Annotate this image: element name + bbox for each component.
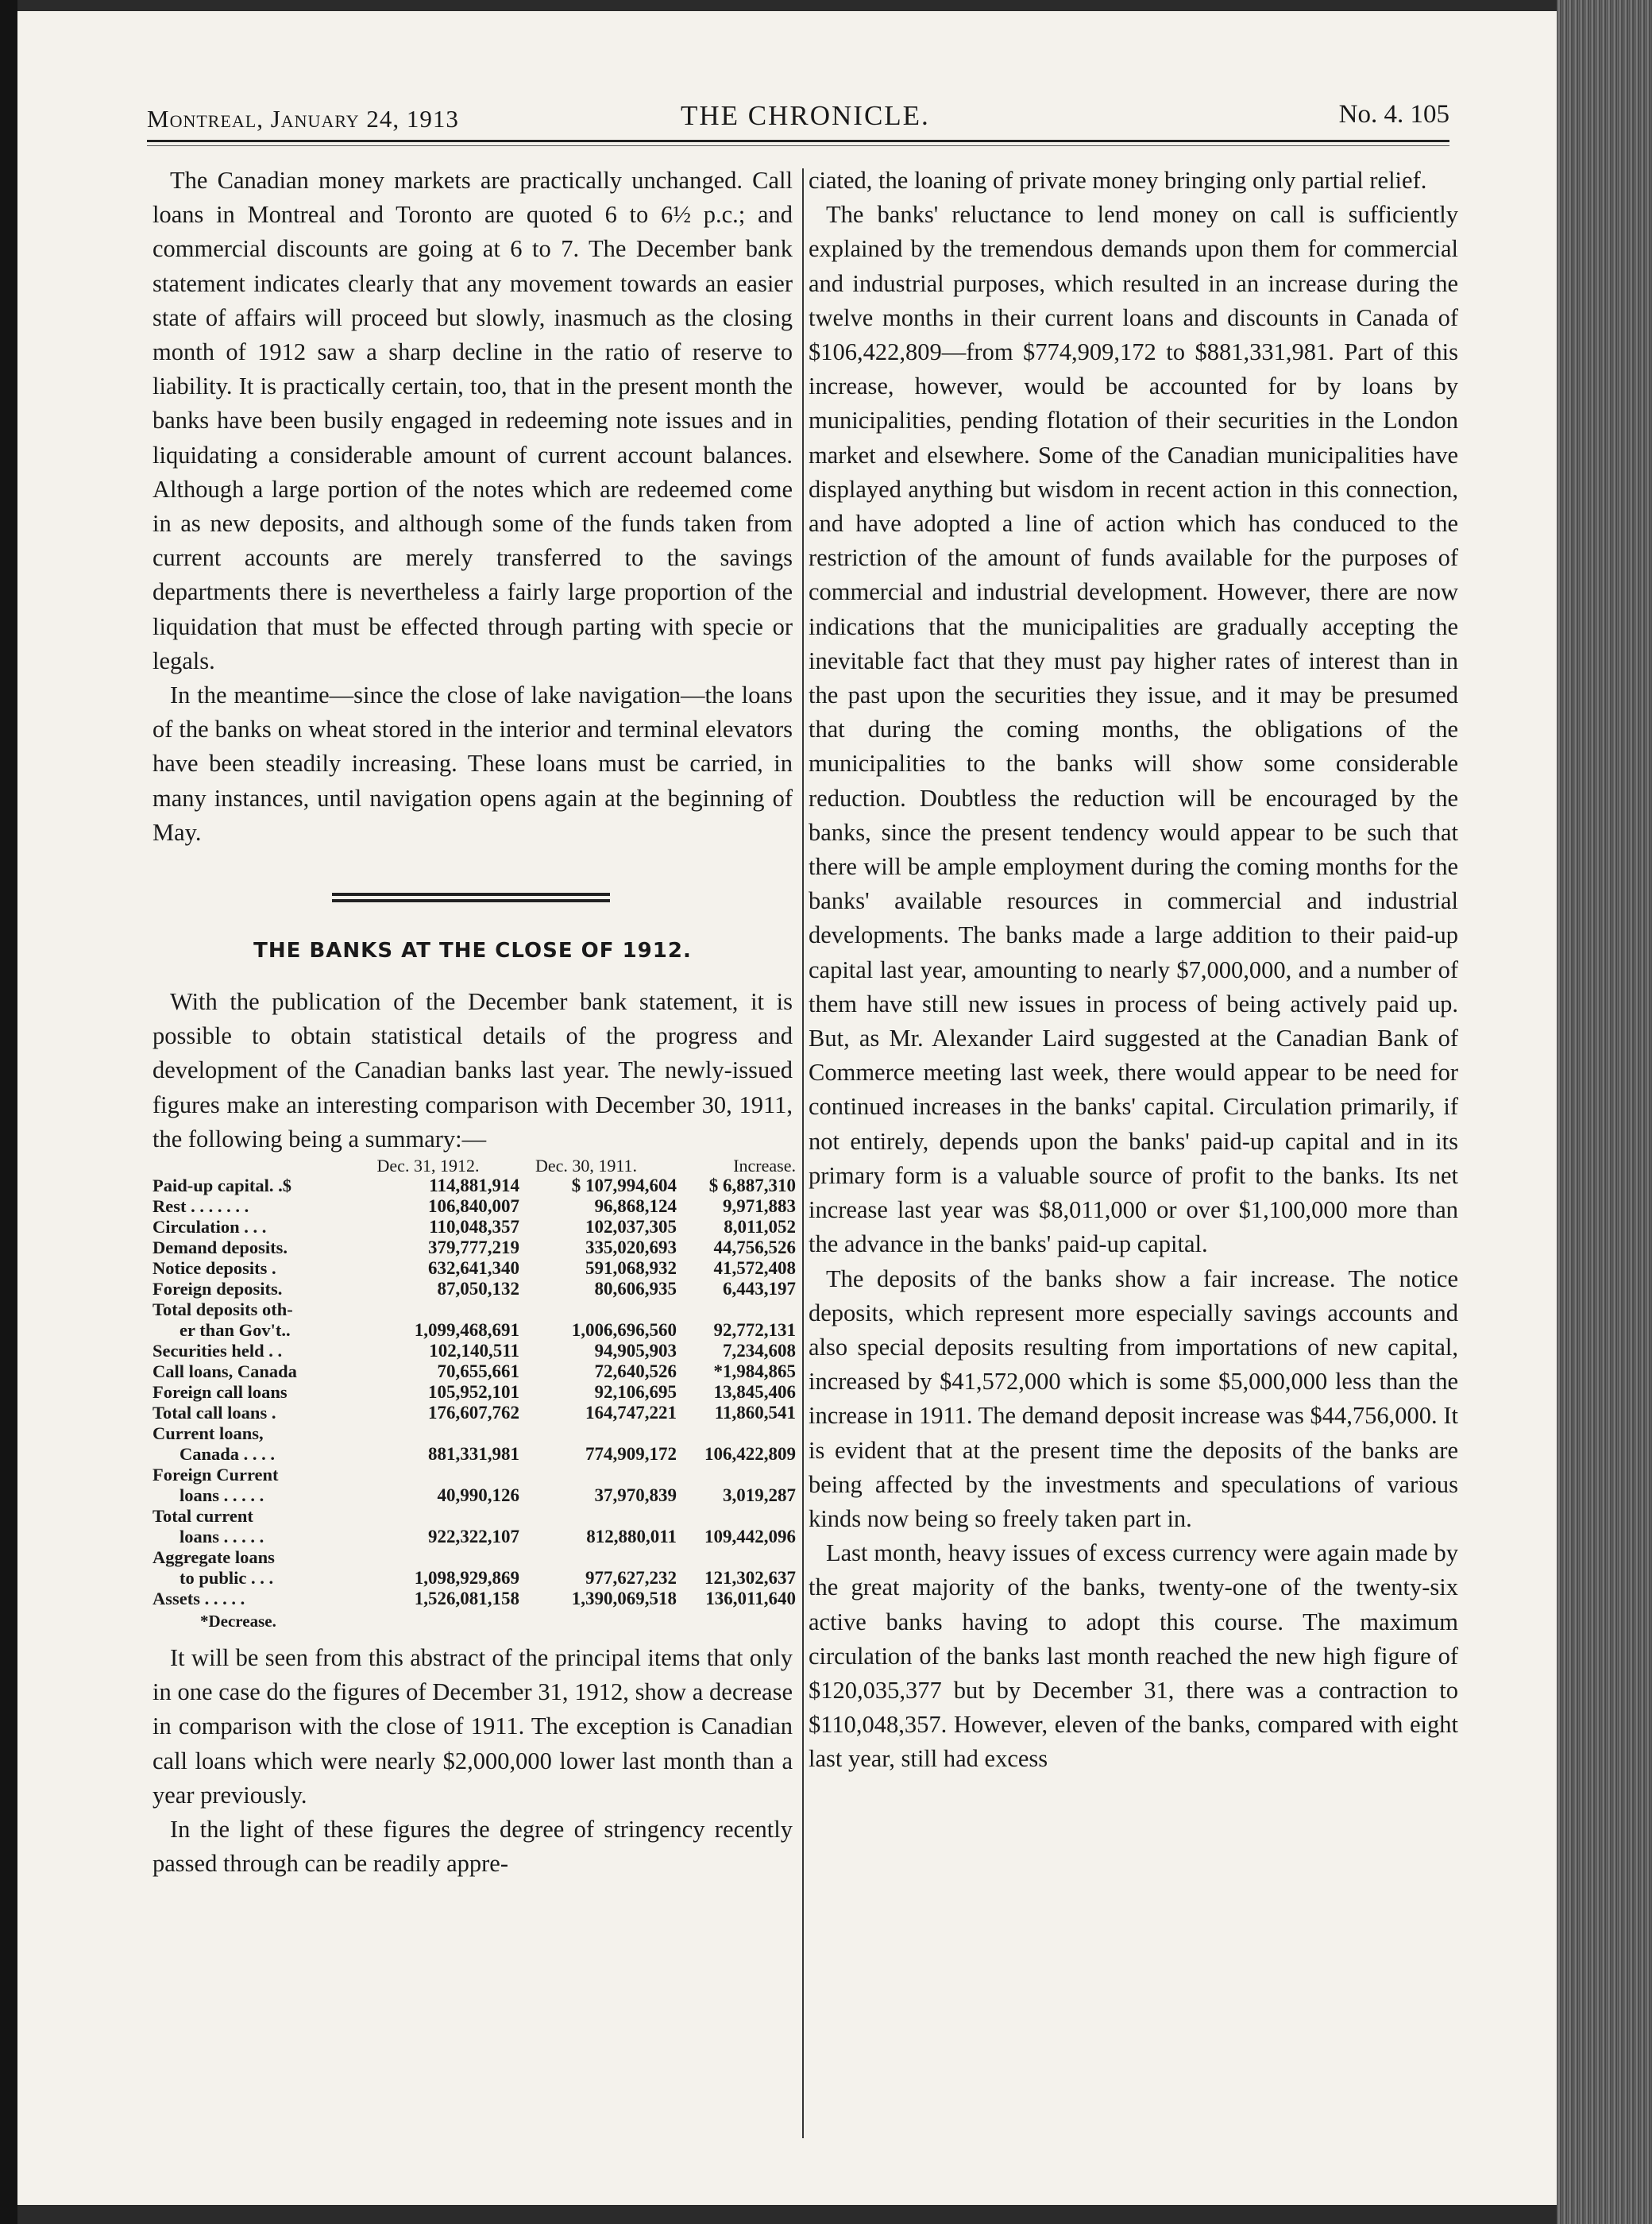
row-label: er than Gov't..	[179, 1320, 291, 1341]
column-header: Increase.	[733, 1156, 796, 1176]
table-row	[152, 1196, 796, 1217]
cell-1911: 1,006,696,560	[571, 1320, 677, 1341]
header-publication-title: THE CHRONICLE.	[681, 100, 930, 131]
cell-1912: 110,048,357	[429, 1217, 519, 1237]
table-header-row	[152, 1156, 796, 1176]
cell-1912: 922,322,107	[428, 1527, 519, 1547]
table-row	[152, 1485, 796, 1506]
cell-1912: 105,952,101	[428, 1382, 519, 1403]
cell-1912	[361, 1547, 519, 1568]
cell-increase: 92,772,131	[713, 1320, 796, 1341]
row-label: loans . . . . .	[179, 1527, 264, 1547]
paragraph: The deposits of the banks show a fair increase. The notice deposits, which represent more especially savings accounts and also special deposits resulting from importations of new capital, increased by $41,572,000 which is some $5,000,000 less than the increase in 1911. The demand deposit increase was $44,756,000. It is evident that at the present time the deposits of the banks are being affected by the investments and speculations of various kinds now being so freely taken part in.	[809, 1265, 1458, 1532]
cell-increase: 41,572,408	[713, 1258, 796, 1279]
cell-1911: 96,868,124	[594, 1196, 677, 1217]
row-label: Canada . . . .	[179, 1444, 276, 1465]
row-label: Assets . . . . .	[152, 1589, 245, 1609]
cell-increase: 6,443,197	[723, 1279, 796, 1299]
running-header	[147, 94, 1449, 141]
header-dateline: Montreal, January 24, 1913	[147, 105, 459, 133]
cell-increase: 7,234,608	[723, 1341, 796, 1361]
paragraph: The banks' reluctance to lend money on call is sufficiently explained by the tremendous demands upon them for commercial and industrial purposes, which resulted in an increase during the twelve months in their current loans and discounts in Canada of $106,422,809—from $774,909,172 to $881,331,981. Part of this increase, however, would be accounted for by loans by municipalities, pending flotation of their securities in the London market and elsewhere. Some of the Canadian municipalities have displayed anything but wisdom in recent action in this connection, and have adopted a line of action which has conduced to the restriction of the amount of funds available for the purposes of commercial and industrial development. However, there are now indications that the municipalities are gradually accepting the inevitable fact that they must pay higher rates of interest than in the past upon the securities they issue, and it may be presumed that during the coming months, the obligations of the municipalities to the banks will show some considerable reduction. Doubtless the reduction will be encouraged by the banks, since the present tendency would appear to be such that there will be ample employment during the coming months for the banks' available resources in commercial and industrial developments. The banks made a large addition to their paid-up capital last year, amounting to nearly $7,000,000, and a number of them have still new issues in process of being actively paid up. But, as Mr. Alexander Laird suggested at the Canadian Bank of Commerce meeting last week, there would appear to be need for continued increases in the banks' capital. Circulation primarily, if not entirely, depends upon the banks' paid-up capital and in its primary form is a valuable source of profit to the banks. Its net increase last year was $8,011,000 or over $1,100,000 more than the advance in the banks' paid-up capital.	[809, 201, 1458, 1258]
cell-1911	[519, 1423, 677, 1444]
cell-1911: 164,747,221	[585, 1403, 677, 1423]
table-row	[152, 1341, 796, 1361]
column-divider	[802, 168, 804, 2138]
table-row	[152, 1444, 796, 1465]
table-row	[152, 1382, 796, 1403]
cell-increase	[677, 1506, 796, 1527]
cell-increase: 13,845,406	[713, 1382, 796, 1403]
table-row	[152, 1320, 796, 1341]
section-title: THE BANKS AT THE CLOSE OF 1912.	[253, 939, 692, 963]
cell-1911: 774,909,172	[585, 1444, 677, 1465]
cell-1911: 977,627,232	[585, 1568, 677, 1589]
table-row	[152, 1568, 796, 1589]
header-rule	[147, 140, 1449, 142]
table-row	[152, 1176, 796, 1196]
row-label: Foreign call loans	[152, 1382, 288, 1403]
cell-1911	[519, 1506, 677, 1527]
column-header: Dec. 30, 1911.	[535, 1156, 638, 1176]
cell-1912	[361, 1299, 519, 1320]
row-label: Notice deposits .	[152, 1258, 276, 1279]
cell-1912: 40,990,126	[437, 1485, 519, 1506]
cell-1911: 37,970,839	[594, 1485, 677, 1506]
row-label: Foreign Current	[152, 1465, 279, 1485]
cell-increase: 109,442,096	[704, 1527, 796, 1547]
table-row	[152, 1506, 796, 1527]
cell-1911: 591,068,932	[585, 1258, 677, 1279]
cell-1912: 70,655,661	[437, 1361, 519, 1382]
cell-1912: 1,526,081,158	[414, 1589, 519, 1609]
row-label: Total current	[152, 1506, 253, 1527]
cell-increase: 44,756,526	[713, 1237, 796, 1258]
table-row	[152, 1299, 796, 1320]
cell-increase: 136,011,640	[705, 1589, 796, 1609]
cell-increase	[677, 1465, 796, 1485]
cell-1912: 176,607,762	[428, 1403, 519, 1423]
column-header: Dec. 31, 1912.	[376, 1156, 480, 1176]
header-rule-thin	[147, 145, 1449, 146]
left-column	[152, 164, 796, 1882]
cell-1912	[361, 1506, 519, 1527]
paragraph: Last month, heavy issues of excess currency were again made by the great majority of the banks, twenty-one of the twenty-six active banks having to adopt this course. The maximum circulation of the banks last month reached the new high figure of $120,035,377 but by December 31, there was a contraction to $110,048,357. However, eleven of the banks, compared with eight last year, still had excess	[809, 1539, 1458, 1773]
paragraph: With the publication of the December bank statement, it is possible to obtain statistical details of the progress and development of the Canadian banks last year. The newly-issued figures make an interesting comparison with December 30, 1911, the following being a summary:—	[152, 988, 793, 1153]
paragraph: The Canadian money markets are practically unchanged. Call loans in Montreal and Toronto are quoted 6 to 6½ p.c.; and commercial discounts are going at 6 to 7. The December bank statement indicates clearly that any movement towards an easier state of affairs will proceed but slowly, inasmuch as the closing month of 1912 saw a sharp decline in the ratio of reserve to liability. It is practically certain, too, that in the present month the banks have been busily engaged in redeeming note issues and in liquidating a considerable amount of current account balances. Although a large portion of the notes which are redeemed come in as new deposits, and although some of the funds taken from current accounts are merely transferred to the savings departments there is nevertheless a fairly large proportion of the liquidation that must be effected through parting with specie or legals.	[152, 167, 793, 674]
row-label: Circulation . . .	[152, 1217, 267, 1237]
table-row	[152, 1279, 796, 1299]
row-label: Rest . . . . . . .	[152, 1196, 249, 1217]
table-footnote: *Decrease.	[200, 1612, 276, 1631]
cell-increase: 8,011,052	[724, 1217, 796, 1237]
cell-1911: 1,390,069,518	[571, 1589, 677, 1609]
cell-increase: 121,302,637	[704, 1568, 796, 1589]
cell-1911: 80,606,935	[594, 1279, 677, 1299]
cell-1912: 379,777,219	[428, 1237, 519, 1258]
cell-increase: 106,422,809	[704, 1444, 796, 1465]
row-label: Total deposits oth-	[152, 1299, 293, 1320]
cell-increase: 11,860,541	[714, 1403, 796, 1423]
cell-1911	[519, 1547, 677, 1568]
table-row	[152, 1423, 796, 1444]
page-left-shadow	[0, 0, 17, 2224]
table-row	[152, 1589, 796, 1609]
cell-1911: 812,880,011	[586, 1527, 677, 1547]
row-label: loans . . . . .	[179, 1485, 264, 1506]
book-page-edges	[1557, 0, 1652, 2224]
right-column	[809, 164, 1458, 1777]
paragraph: It will be seen from this abstract of the principal items that only in one case do the figures of December 31, 1912, show a decrease in comparison with the close of 1911. The exception is Canadian call loans which were nearly $2,000,000 lower last month than a year previously.	[152, 1644, 793, 1809]
cell-1912: 632,641,340	[428, 1258, 519, 1279]
table-row	[152, 1403, 796, 1423]
paragraph: ciated, the loaning of private money bringing only partial relief.	[809, 167, 1427, 194]
row-label: Demand deposits.	[152, 1237, 288, 1258]
cell-1911: $ 107,994,604	[571, 1176, 677, 1196]
cell-1912: 881,331,981	[428, 1444, 519, 1465]
cell-1911: 102,037,305	[585, 1217, 677, 1237]
cell-1912	[361, 1465, 519, 1485]
table-row	[152, 1258, 796, 1279]
row-label: Foreign deposits.	[152, 1279, 283, 1299]
row-label: Aggregate loans	[152, 1547, 275, 1568]
cell-increase: 9,971,883	[723, 1196, 796, 1217]
cell-1911: 94,905,903	[594, 1341, 677, 1361]
table-row	[152, 1217, 796, 1237]
header-issue-page: No. 4. 105	[1338, 100, 1449, 129]
cell-1912: 1,099,468,691	[414, 1320, 519, 1341]
cell-1912: 87,050,132	[437, 1279, 519, 1299]
cell-1911: 72,640,526	[594, 1361, 677, 1382]
table-row	[152, 1547, 796, 1568]
cell-1911	[519, 1299, 677, 1320]
cell-increase	[677, 1423, 796, 1444]
cell-1912: 102,140,511	[429, 1341, 519, 1361]
cell-1912: 106,840,007	[428, 1196, 519, 1217]
paragraph: In the meantime—since the close of lake navigation—the loans of the banks on wheat stored in the interior and terminal elevators have been steadily increasing. These loans must be carried, in many instances, until navigation opens again at the beginning of May.	[152, 681, 793, 846]
paragraph: In the light of these figures the degree of stringency recently passed through can be readily appre-	[152, 1816, 793, 1878]
row-label: Paid-up capital. .$	[152, 1176, 292, 1196]
table-row	[152, 1527, 796, 1547]
row-label: Call loans, Canada	[152, 1361, 297, 1382]
section-separator	[332, 893, 610, 902]
cell-1911	[519, 1465, 677, 1485]
row-label: Current loans,	[152, 1423, 264, 1444]
table-row	[152, 1237, 796, 1258]
cell-1912: 1,098,929,869	[414, 1568, 519, 1589]
row-label: Securities held . .	[152, 1341, 283, 1361]
cell-1911: 335,020,693	[585, 1237, 677, 1258]
cell-increase: 3,019,287	[723, 1485, 796, 1506]
bank-statistics-table	[152, 1156, 796, 1609]
cell-increase: $ 6,887,310	[708, 1176, 796, 1196]
table-row	[152, 1361, 796, 1382]
cell-increase	[677, 1299, 796, 1320]
table-row	[152, 1465, 796, 1485]
row-label: to public . . .	[179, 1568, 274, 1589]
cell-1912	[361, 1423, 519, 1444]
cell-increase	[677, 1547, 796, 1568]
cell-increase: *1,984,865	[713, 1361, 796, 1382]
cell-1912: 114,881,914	[429, 1176, 519, 1196]
row-label: Total call loans .	[152, 1403, 276, 1423]
cell-1911: 92,106,695	[594, 1382, 677, 1403]
